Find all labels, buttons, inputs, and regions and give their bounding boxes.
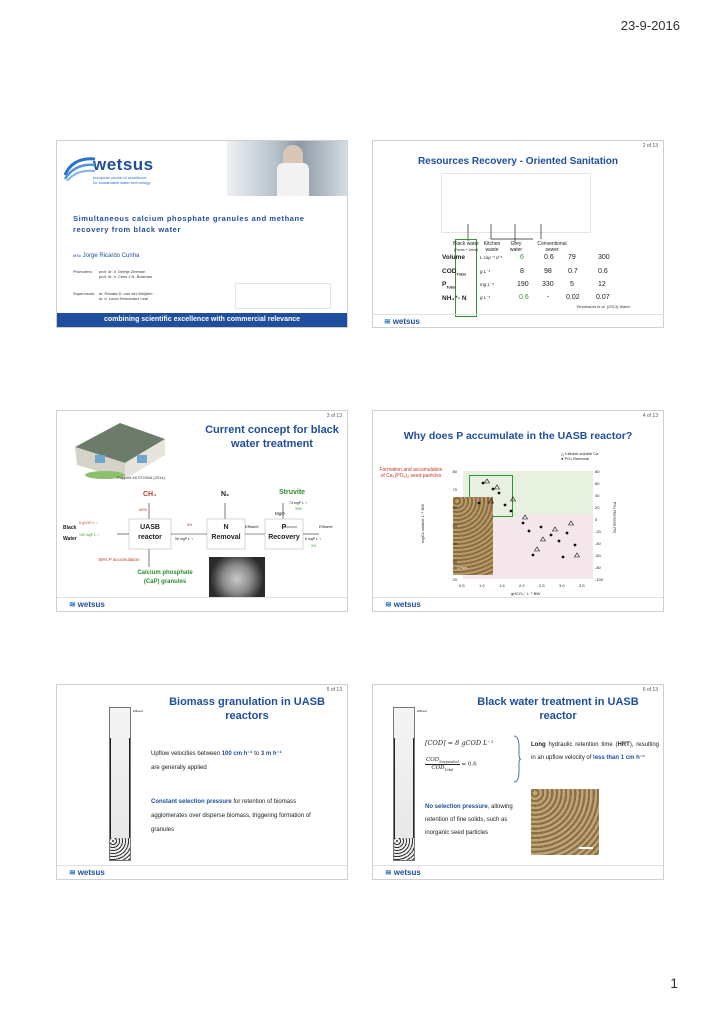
footer-logo: ≋ wetsus — [69, 600, 105, 609]
page-number: 1 — [670, 975, 678, 991]
logo-sub1: european centre of excellence — [93, 175, 147, 180]
granule-micrograph — [209, 557, 265, 597]
effluent1-label: Effluent — [245, 524, 259, 529]
footer — [57, 597, 347, 611]
wave-logo-icon — [63, 153, 97, 181]
footer — [57, 865, 347, 879]
legend: △ Influent soluble Ca ● PO₄ Removal — [561, 451, 599, 461]
col-black-water: Black water — [453, 241, 479, 247]
mgo-label: MgO — [275, 511, 285, 516]
slide-title: Biomass granulation in UASB reactors — [169, 696, 325, 722]
sludge-photo — [531, 789, 599, 855]
sludge-bed — [110, 838, 130, 860]
footer — [373, 865, 663, 879]
wave-icon: ≋ — [385, 868, 392, 877]
supervisors: Supervisors: dr. Renata D. van der Weijden dr. ir. Lucía Hernández Leal — [73, 291, 153, 301]
in-p: 190 mgP L⁻¹ — [79, 533, 99, 537]
slide-number: 2 of 13 — [642, 143, 658, 149]
triangle-icon: △ — [561, 451, 565, 456]
uasb-box: UASB reactor — [138, 524, 162, 541]
pct39-label: 39% — [295, 507, 303, 511]
p96-label: 96 mgP L⁻¹ — [175, 537, 193, 541]
cod-equation: [COD] = 8 gCOD L⁻¹ — [425, 739, 494, 747]
slide-number: 5 of 13 — [326, 687, 342, 693]
wave-icon: ≋ — [69, 600, 76, 609]
y-axis-right-ticks: 80 60 40 20 0 -20 -40 -60 -80 -100 — [595, 469, 604, 582]
slide-title: Black water treatment in UASB reactor — [477, 696, 639, 722]
text-upflow: Upflow velocities between 100 cm h⁻¹ to 3 m h⁻¹ are generally applied — [151, 751, 282, 771]
uasb-reactor-diagram — [109, 707, 131, 861]
wave-icon: ≋ — [69, 868, 76, 877]
pct6-label: 6% — [187, 523, 193, 527]
header-photo — [227, 141, 347, 196]
report-ref: Rapport 48 STOWA (2014) — [117, 475, 165, 480]
pct3-label: 3% — [311, 544, 317, 548]
slide1-title: Simultaneous calcium phosphate granules and methane recovery from black water — [73, 214, 305, 234]
author: MSc Jorge Ricardo Cunha — [73, 253, 140, 259]
col-black-water-sub: (Feces + Urine) — [453, 248, 479, 252]
black-water-label: Black Water — [63, 525, 77, 542]
scatter-points — [463, 471, 593, 579]
footer-logo: ≋ wetsus — [385, 600, 421, 609]
wave-icon: ≋ — [384, 317, 391, 326]
slide-number: 6 of 13 — [642, 687, 658, 693]
house-illustration — [65, 419, 185, 481]
dot-icon: ● — [561, 456, 564, 461]
n2-label: N₂ — [221, 491, 230, 498]
p6-label: 6 mgP L⁻¹ — [305, 537, 321, 541]
footer-logo: ≋ wetsus — [384, 317, 420, 326]
col-sewer: Conventional sewer — [537, 241, 567, 253]
col-grey: Grey water — [509, 241, 523, 253]
y-axis-left-ticks: 80 70 60 50 40 30 20 — [452, 469, 457, 582]
footer — [373, 597, 663, 611]
wave-icon: ≋ — [385, 600, 392, 609]
effluent2-label: Effluent — [319, 524, 333, 529]
slide-title: Why does P accumulate in the UASB reactor? — [403, 430, 633, 442]
slide-6 — [372, 684, 664, 880]
text-selection: Constant selection pressure for retention of biomass agglomerates over disperse biomass, triggering formation of granules — [151, 799, 311, 833]
bracket — [513, 735, 521, 783]
slide-title: Current concept for black water treatment — [205, 424, 339, 450]
slide-4: 4 of 13 Why does P accumulate in the UASB reactor? △ Influent soluble Ca ● PO₄ Removal Formation and accumulation of Ca₃(PO₄)₂ seed particles 1 mm 80 70 60 50 40 30 20 80 60 40 20 0 -20 -40 -60 -80 -100 0.5 1.0 1.5 2.0 2.5 3.0 3.5 gHCO₃⁻ L⁻¹ BW mgCa soluble L⁻¹ BW PO₄ Removal (%) ≋ wetsus — [372, 410, 664, 612]
page-date: 23-9-2016 — [620, 18, 680, 33]
granules-label: Calcium phosphate (CaP) granules — [137, 570, 193, 585]
slide2-table: Volume L cap⁻¹ d⁻¹ 6 0.6 79 300 $COD_{Total}$ g L⁻¹ 8 98 0.7 0.6 $P_{Total}$ mg L⁻¹ 190 330 5 12 NH₄⁺- N g L⁻¹ 0.6 - 0.02 0.07 — [442, 254, 610, 302]
sponsor-box — [235, 283, 331, 309]
y-axis-right-label: PO₄ Removal (%) — [612, 501, 618, 534]
col-kitchen: Kitchen waste — [483, 241, 501, 253]
text-no-selection: No selection pressure, allowing retention of fine solids, such as inorganic seed particles — [425, 804, 513, 836]
in-cod: 8 gCOD L⁻¹ — [79, 521, 98, 525]
slide-3 — [56, 410, 348, 612]
footer-logo: ≋ wetsus — [385, 868, 421, 877]
annotation: Formation and accumulation of Ca₃(PO₄)₂ seed particles — [379, 467, 443, 479]
effluent-label: Effluent — [417, 709, 428, 713]
citation: Tervahauta et al. (2013) Water — [576, 304, 631, 309]
uasb-reactor-diagram — [393, 707, 415, 861]
banner: combining scientific excellence with commercial relevance — [57, 313, 347, 327]
sludge-bed — [394, 838, 414, 860]
slide-number: 3 of 13 — [326, 413, 342, 419]
struvite-label: Struvite — [279, 489, 306, 496]
effluent-label: Effluent — [133, 709, 144, 713]
pct65-label: 65% — [139, 507, 148, 512]
slide-number: 4 of 13 — [642, 413, 658, 419]
wetsus-logo — [93, 155, 154, 185]
slide-5 — [56, 684, 348, 880]
slide2-footer — [372, 314, 664, 328]
logo-text: wetsus — [93, 155, 154, 174]
scale-bar: 1 mm — [457, 565, 467, 570]
p-accumulation-label: 50% P accumulation — [98, 557, 140, 562]
logo-sub2: for sustainable water technology — [93, 180, 151, 185]
n-removal-box: N Removal — [211, 524, 241, 541]
slide-title: Resources Recovery - Oriented Sanitation — [417, 156, 619, 167]
ch4-label: CH₄ — [143, 491, 157, 498]
promoters: Promoters: prof. dr. ir. Grietje Zeeman prof. dr. ir. Cees J.N. Buisman — [73, 269, 153, 279]
p-recovery-box: P Recovery — [268, 524, 300, 541]
text-hrt: Long hydraulic retention time (HRT), resulting in an upflow velocity of less than 1 cm h⁻¹ — [531, 742, 659, 761]
cod-ratio: $COD_{Suspended}$ $COD_{Total}$ = 0.6 — [426, 757, 477, 773]
x-axis-label: gHCO₃⁻ L⁻¹ BW — [511, 591, 541, 596]
footer-logo: ≋ wetsus — [69, 868, 105, 877]
slide-1 — [56, 140, 348, 328]
y-axis-left-label: mgCa soluble L⁻¹ BW — [419, 504, 425, 543]
p74-label: 74 mgP L⁻¹ — [289, 501, 307, 505]
